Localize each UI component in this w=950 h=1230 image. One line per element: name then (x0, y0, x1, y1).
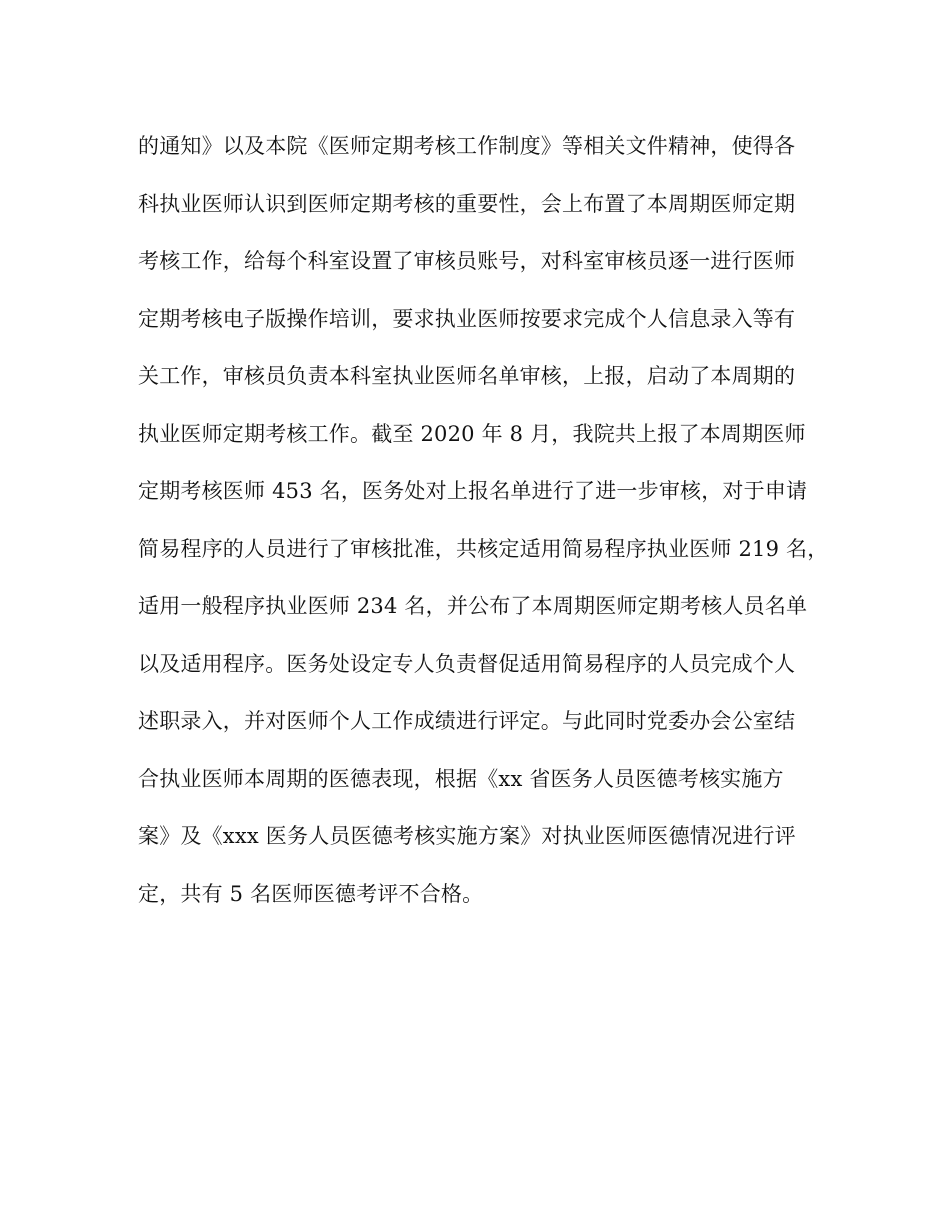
text-line: 关工作，审核员负责本科室执业医师名单审核，上报，启动了本周期的 (138, 364, 796, 388)
text-line: 以及适用程序。医务处设定专人负责督促适用简易程序的人员完成个人 (138, 651, 796, 676)
text-line: 考核工作，给每个科室设置了审核员账号，对科室审核员逐一进行医师 (138, 249, 796, 273)
text-line: 案》及《xxx 医务人员医德考核实施方案》对执业医师医德情况进行评 (138, 824, 796, 848)
text-line: 执业医师定期考核工作。截至 2020 年 8 月，我院共上报了本周期医师 (138, 421, 806, 446)
text-line: 定，共有 5 名医师医德考评不合格。 (138, 881, 484, 906)
text-line: 简易程序的人员进行了审核批准，共核定适用简易程序执业医师 219 名， (138, 536, 829, 561)
text-line: 述职录入，并对医师个人工作成绩进行评定。与此同时党委办会公室结 (138, 709, 796, 733)
text-line: 科执业医师认识到医师定期考核的重要性，会上布置了本周期医师定期 (138, 191, 796, 216)
body-paragraph (138, 118, 838, 923)
text-line: 的通知》以及本院《医师定期考核工作制度》等相关文件精神，使得各 (138, 134, 796, 158)
text-line: 适用一般程序执业医师 234 名，并公布了本周期医师定期考核人员名单 (138, 594, 808, 618)
text-line: 定期考核医师 453 名，医务处对上报名单进行了进一步审核，对于申请 (138, 479, 808, 503)
text-line: 定期考核电子版操作培训，要求执业医师按要求完成个人信息录入等有 (138, 306, 796, 331)
text-line: 合执业医师本周期的医德表现，根据《xx 省医务人员医德考核实施方 (138, 766, 784, 791)
